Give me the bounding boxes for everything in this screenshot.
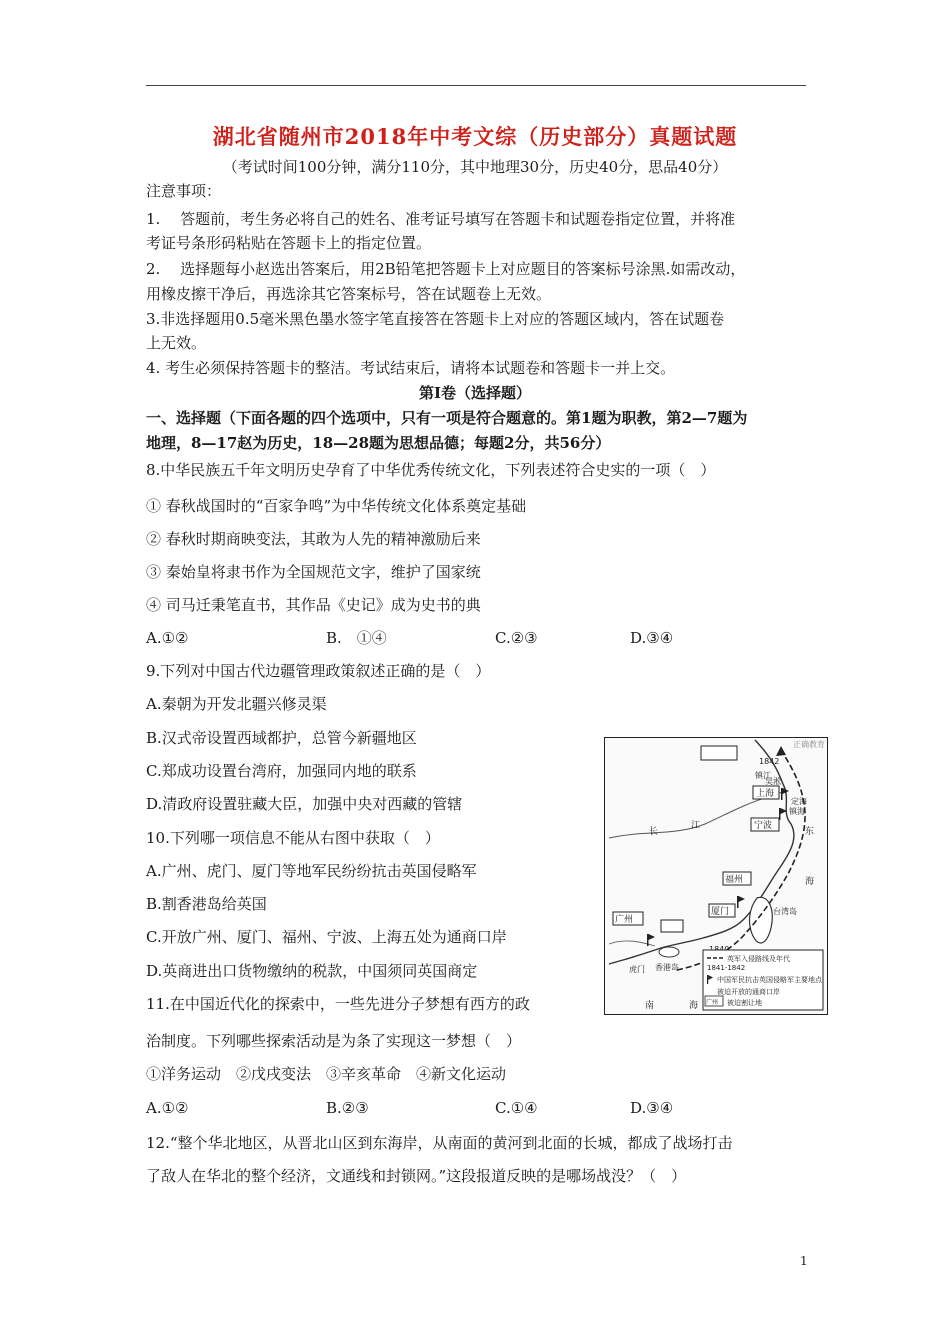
hongkong-island xyxy=(659,947,679,957)
label: 长 xyxy=(649,827,659,837)
notice-line: 用橡皮擦干净后，再选涂其它答案标号，答在试题卷上无效。 xyxy=(146,285,552,303)
question-11-option-a: A.①② xyxy=(146,1099,189,1117)
notice-heading: 注意事项： xyxy=(146,182,222,200)
route-arrow xyxy=(776,746,786,756)
legend-ceded: 被迫割让地 xyxy=(727,999,762,1007)
question-11-items: ①洋务运动 ②戊戌变法 ③辛亥革命 ④新文化运动 xyxy=(146,1065,507,1083)
page-number: 1 xyxy=(800,1254,808,1268)
question-8-option-a: A.①② xyxy=(146,629,189,647)
notice-line: 1. 答题前，考生务必将自己的姓名、准考证号填写在答题卡和试题卷指定位置，并将准 xyxy=(146,210,736,228)
label: 吴淞 xyxy=(765,777,781,786)
question-8-item: ② 春秋时期商映变法，其敢为人先的精神激励后来 xyxy=(146,530,481,548)
label: 1842 xyxy=(759,757,780,766)
label: 广州 xyxy=(615,915,634,925)
question-8-item: ④ 司马迁秉笔直书，其作品《史记》成为史书的典 xyxy=(146,596,481,614)
question-9-option-b: B.汉式帝设置西域都护，总管今新疆地区 xyxy=(146,729,417,747)
label: 海 xyxy=(689,1001,699,1011)
label: 东 xyxy=(805,827,815,837)
question-8-option-d: D.③④ xyxy=(630,629,674,647)
label: 定海 xyxy=(791,797,807,806)
label: 厦门 xyxy=(711,907,730,917)
notice-line: 考证号条形码粘贴在答题卡上的指定位置。 xyxy=(146,234,432,252)
section-instructions: 一、选择题（下面各题的四个选项中，只有一项是符合题意的。第1题为职教，第2—7题为 xyxy=(146,409,748,427)
label: 虎门 xyxy=(629,965,645,974)
invasion-route xyxy=(677,750,805,970)
label: 福州 xyxy=(725,875,744,885)
label: 镇江 xyxy=(755,771,771,780)
opium-war-map xyxy=(604,737,828,1015)
map-watermark: 正确教育 xyxy=(793,740,825,749)
map-legend xyxy=(703,950,823,1010)
question-12-stem: 了敌人在华北的整个经济，文通线和封锁网。”这段报道反映的是哪场战没？（ ） xyxy=(146,1167,687,1185)
taiwan-island xyxy=(750,897,773,943)
question-10-stem: 10.下列哪一项信息不能从右图中获取（ ） xyxy=(146,829,440,847)
question-9-option-d: D.清政府设置驻藏大臣，加强中央对西藏的管辖 xyxy=(146,795,463,813)
question-10-option-c: C.开放广州、厦门、福州、宁波、上海五处为通商口岸 xyxy=(146,928,507,946)
label: 上海 xyxy=(756,789,775,799)
legend-resist: 中国军民抗击英国侵略军主要地点 xyxy=(717,976,822,984)
question-9-option-a: A.秦朝为开发北疆兴修灵渠 xyxy=(146,695,327,713)
label: 南 xyxy=(645,1001,655,1011)
label: 台湾岛 xyxy=(773,907,797,916)
label: 镇海 xyxy=(789,807,805,816)
question-8-item: ③ 秦始皇将隶书作为全国规范文字，维护了国家统 xyxy=(146,563,481,581)
question-11-option-b: B.②③ xyxy=(326,1099,369,1117)
legend-ports: 被迫开放的通商口岸 xyxy=(717,988,780,996)
question-8-option-b: B. ①④ xyxy=(326,629,387,647)
notice-line: 4. 考生必须保持答题卡的整洁。考试结束后，请将本试题卷和答题卡一并上交。 xyxy=(146,359,676,377)
label: 海 xyxy=(805,877,815,887)
label: 江 xyxy=(691,821,701,831)
question-11-option-c: C.①④ xyxy=(495,1099,538,1117)
notice-line: 3.非选择题用0.5毫米黑色墨水签字笔直接答在答题卡上对应的答题区域内，答在试题卷 xyxy=(146,310,725,328)
question-11-stem: 11.在中国近代化的探索中，一些先进分子梦想有西方的政 xyxy=(146,995,530,1013)
legend-route: 英军入侵路线及年代 xyxy=(727,955,790,963)
exam-info: （考试时间100分钟，满分110分，其中地理30分，历史40分，思品40分） xyxy=(222,158,728,176)
question-8-stem: 8.中华民族五千年文明历史孕育了中华优秀传统文化，下列表述符合史实的一项（ ） xyxy=(146,461,716,479)
label: 香港岛 xyxy=(655,963,679,972)
legend-sample: 广州 xyxy=(706,999,719,1006)
question-8-item: ① 春秋战国时的“百家争鸣”为中华传统文化体系奠定基础 xyxy=(146,497,527,515)
label: 宁波 xyxy=(754,821,773,831)
notice-line: 2. 选择题每小赵选出答案后，用2B铅笔把答题卡上对应题目的答案标号涂黑.如需改动， xyxy=(146,260,746,278)
section-title: 第Ⅰ卷（选择题） xyxy=(418,384,532,402)
question-12-stem: 12.“整个华北地区，从晋北山区到东海岸，从南面的黄河到北面的长城，都成了战场打击 xyxy=(146,1134,733,1152)
question-11-stem: 治制度。下列哪些探索活动是为条了实现这一梦想（ ） xyxy=(146,1032,522,1050)
map-drawing xyxy=(605,738,827,1014)
question-10-option-a: A.广州、虎门、厦门等地军民纷纷抗击英国侵略军 xyxy=(146,862,477,880)
notice-line: 上无效。 xyxy=(146,334,207,352)
question-8-option-c: C.②③ xyxy=(495,629,538,647)
section-instructions: 地理，8—17赵为历史，18—28题为思想品德；每题2分，共56分） xyxy=(146,434,611,452)
header-rule xyxy=(146,85,806,86)
question-10-option-d: D.英商进出口货物缴纳的税款，中国须同英国商定 xyxy=(146,962,478,980)
question-9-option-c: C.郑成功设置台湾府，加强同内地的联系 xyxy=(146,762,417,780)
page-title: 湖北省随州市2018年中考文综（历史部分）真题试题 xyxy=(212,124,738,149)
legend-years: 1841-1842 xyxy=(707,964,746,972)
question-9-stem: 9.下列对中国古代边疆管理政策叙述正确的是（ ） xyxy=(146,662,491,680)
question-11-option-d: D.③④ xyxy=(630,1099,674,1117)
question-10-option-b: B.割香港岛给英国 xyxy=(146,895,267,913)
